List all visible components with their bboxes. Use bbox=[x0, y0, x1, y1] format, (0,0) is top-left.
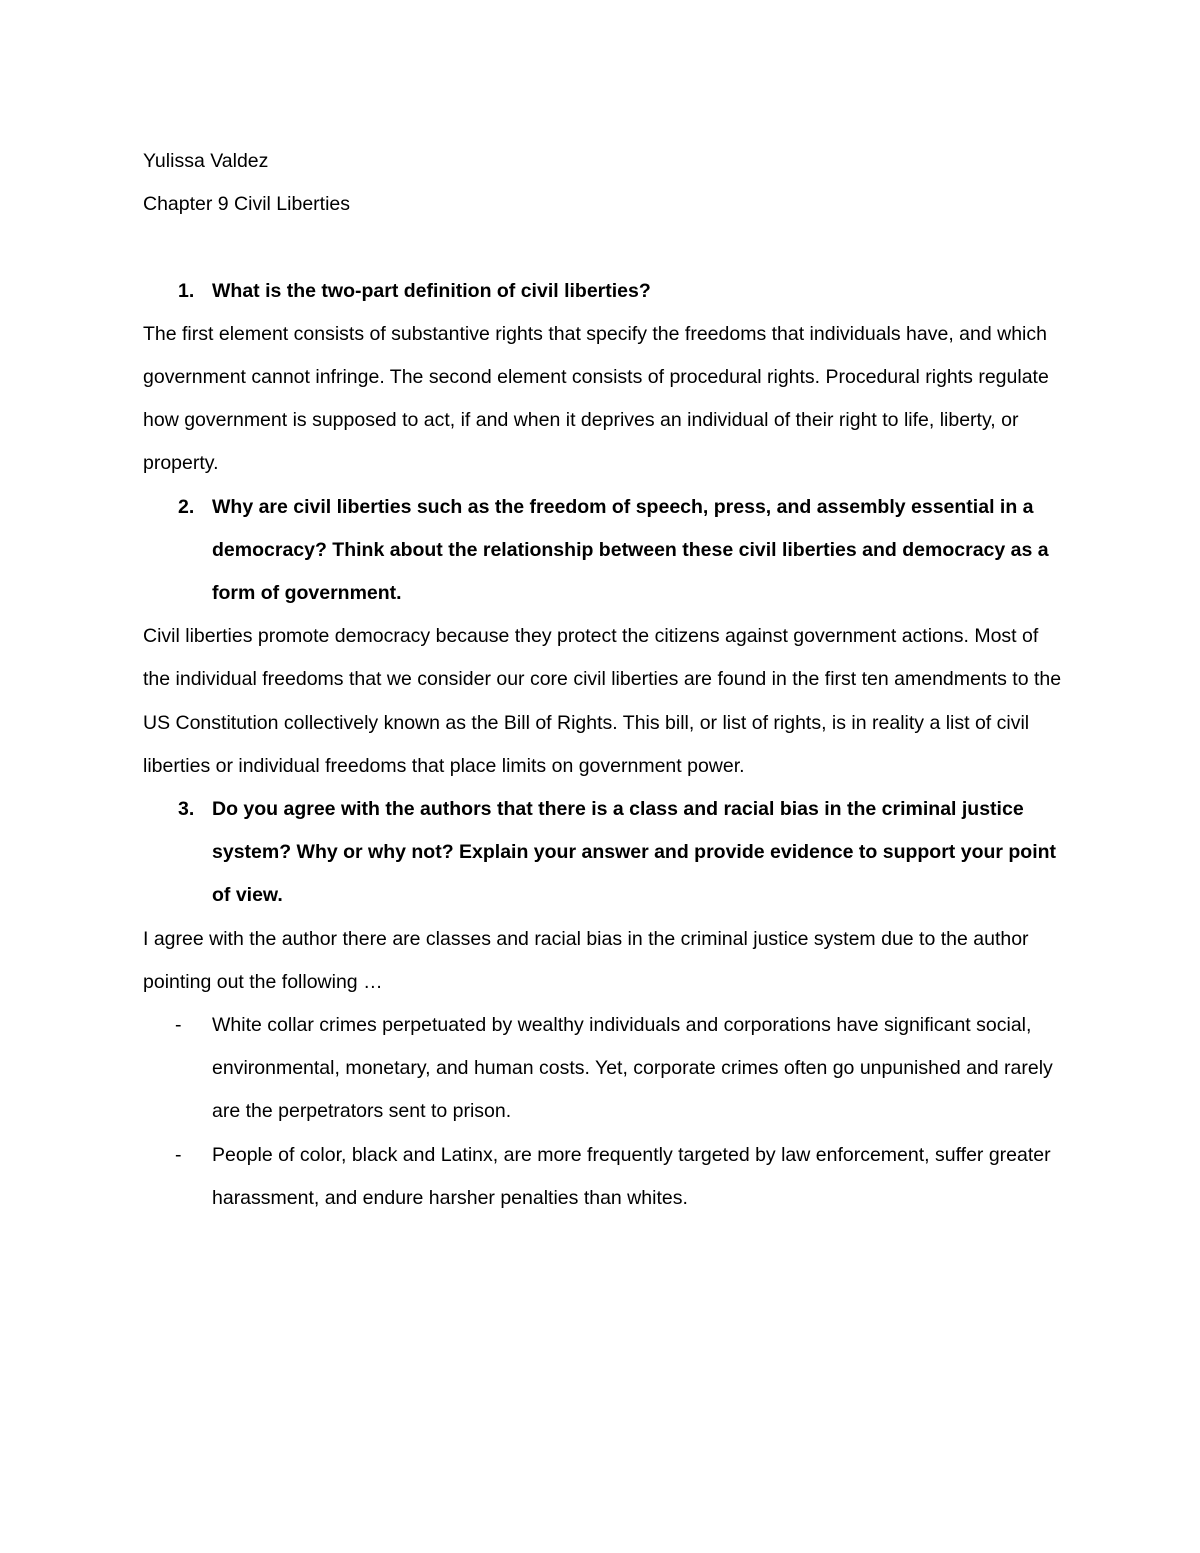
bullet-text: People of color, black and Latinx, are more frequently targeted by law enforcement, suffer greater harassment, and endure harsher penalties than whites. bbox=[212, 1143, 1051, 1209]
question-text: Why are civil liberties such as the freedom of speech, press, and assembly essential in a democracy? Think about the relationship between these civil liberties and democracy as a form of government. bbox=[212, 495, 1049, 605]
blank-line bbox=[143, 226, 1070, 269]
document-title: Chapter 9 Civil Liberties bbox=[143, 193, 351, 216]
answer-3: I agree with the author there are classes and racial bias in the criminal justice system due to the author pointing out the following … bbox=[143, 927, 1029, 993]
author-name: Yulissa Valdez bbox=[143, 150, 269, 172]
question-number: 2. bbox=[178, 495, 195, 518]
question-1 bbox=[143, 270, 1070, 313]
answer-1: The first element consists of substantive rights that specify the freedoms that individuals have, and which government cannot infringe. The second element consists of procedural rights. Procedural rights regulate how government is supposed to act, if and when it deprives an individual of their right to life, liberty, or property. bbox=[143, 322, 1049, 475]
answer-2: Civil liberties promote democracy because they protect the citizens against government actions. Most of the individual freedoms that we consider our core civil liberties are found in the first ten amendments to the US Constitution collectively known as the Bill of Rights. This bill, or list of rights, is in reality a list of civil liberties or individual freedoms that place limits on government power. bbox=[143, 625, 1062, 777]
bullet-item bbox=[143, 1134, 1070, 1220]
bullet-text: White collar crimes perpetuated by wealthy individuals and corporations have significant social, environmental, monetary, and human costs. Yet, corporate crimes often go unpunished and rarely are the perpetrators sent to prison. bbox=[212, 1014, 1053, 1123]
question-3 bbox=[143, 788, 1070, 918]
bullet-item bbox=[143, 1004, 1070, 1134]
question-number: 1. bbox=[178, 279, 195, 302]
bullet-marker: - bbox=[175, 1143, 182, 1166]
question-text: What is the two-part definition of civil liberties? bbox=[212, 279, 651, 302]
question-text: Do you agree with the authors that there is a class and racial bias in the criminal justice system? Why or why not? Explain your answer and provide evidence to support your point of view. bbox=[212, 798, 1057, 907]
question-2 bbox=[143, 486, 1070, 616]
question-number: 3. bbox=[178, 798, 195, 821]
bullet-marker: - bbox=[175, 1014, 182, 1037]
